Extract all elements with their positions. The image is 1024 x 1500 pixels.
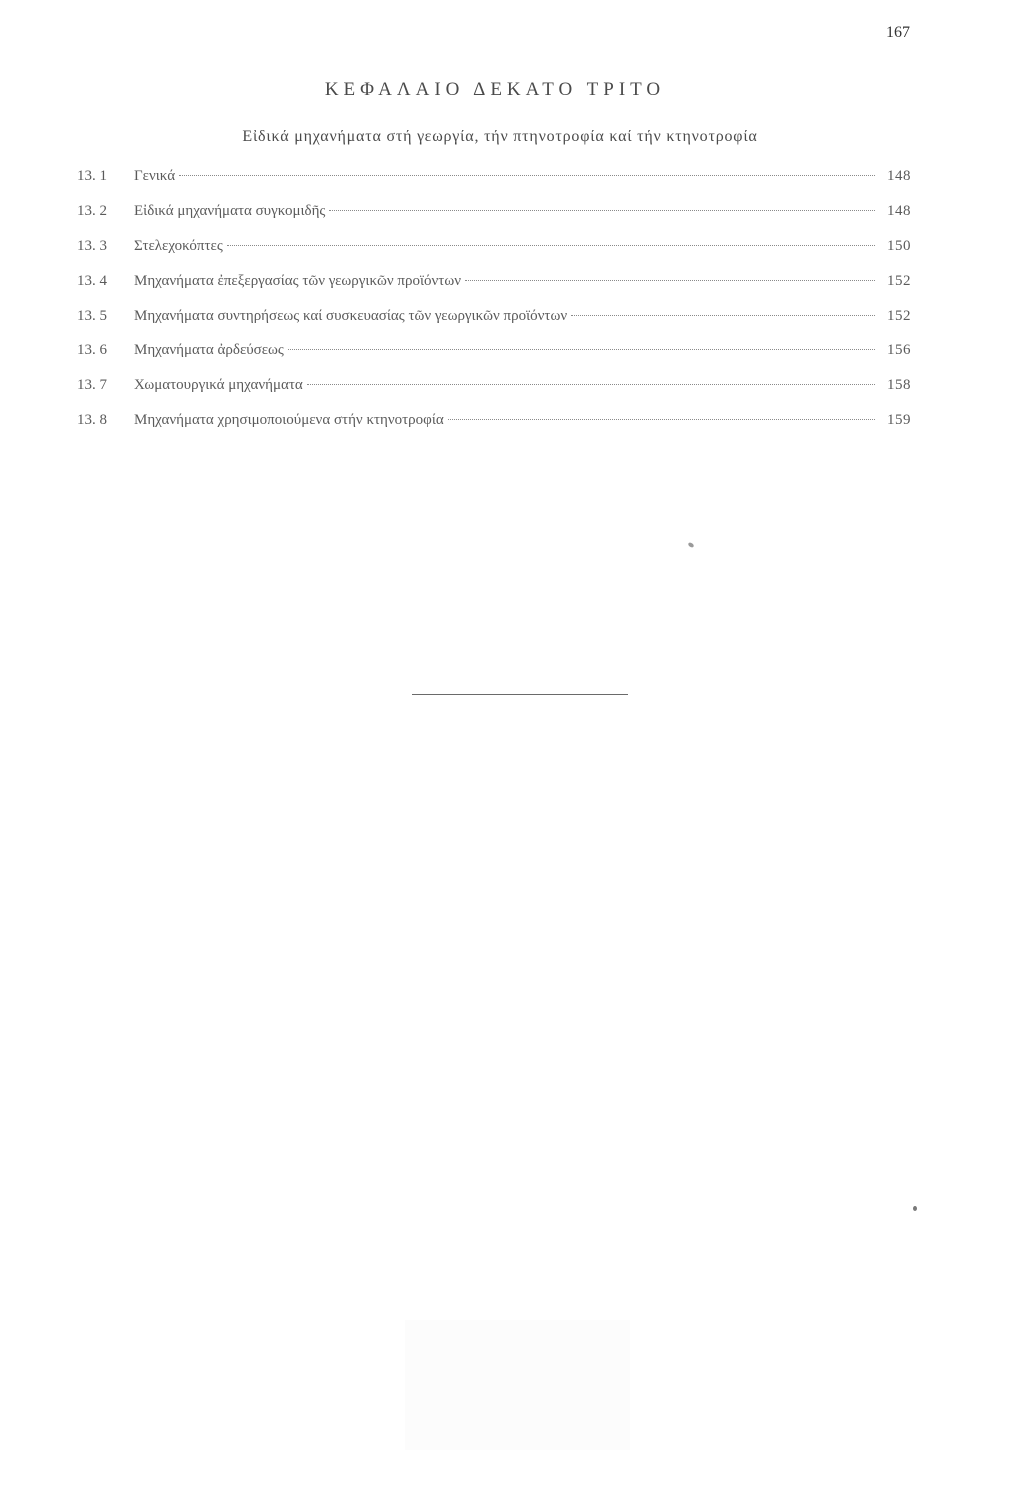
dot-leader	[288, 349, 875, 350]
toc-entry	[77, 377, 911, 412]
toc-entry-title: Γενικά	[134, 168, 176, 184]
chapter-title: ΚΕΦΑΛΑΙΟ ΔΕΚΑΤΟ ΤΡΙΤΟ	[324, 79, 666, 100]
toc-entry-number: 13. 5	[77, 307, 107, 324]
chapter-subtitle: Εἰδικά μηχανήματα στή γεωργία, τήν πτηνοτροφία καί τήν κτηνοτροφία	[242, 128, 758, 145]
dot-leader	[179, 175, 875, 176]
toc-entry-title: Στελεχοκόπτες	[134, 237, 223, 254]
toc-entry-title: Χωματουργικά μηχανήματα	[134, 377, 303, 394]
page-number: 167	[886, 24, 910, 41]
toc-entry-number: 13. 8	[77, 412, 107, 429]
toc-entry-title: Εἰδικά μηχανήματα συγκομιδῆς	[134, 202, 326, 219]
toc-entry-title: Μηχανήματα χρησιμοποιούμενα στήν κτηνοτροφία	[134, 412, 444, 429]
toc-entry-title: Μηχανήματα συντηρήσεως καί συσκευασίας τῶν γεωργικῶν προϊόντων	[134, 307, 568, 324]
toc-entry-page: 152	[887, 272, 911, 289]
toc-entry	[77, 412, 911, 447]
toc-entry	[77, 342, 911, 377]
dot-leader	[465, 280, 875, 281]
toc-entry	[77, 273, 911, 308]
toc-entry	[77, 168, 911, 203]
toc-entry-page: 158	[887, 377, 911, 394]
toc-entry-title: Μηχανήματα ἐπεξεργασίας τῶν γεωργικῶν προϊόντων	[134, 272, 461, 289]
dot-leader	[307, 384, 875, 385]
dot-leader	[448, 419, 875, 420]
table-of-contents	[77, 168, 911, 447]
dot-leader	[329, 210, 875, 211]
toc-entry-number: 13. 2	[77, 202, 107, 219]
toc-entry-number: 13. 7	[77, 377, 107, 394]
show-through-area	[405, 1320, 630, 1450]
toc-entry-page: 156	[887, 342, 911, 359]
toc-entry-number: 13. 3	[77, 237, 107, 254]
toc-entry	[77, 203, 911, 238]
toc-entry-number: 13. 1	[77, 168, 107, 184]
toc-entry-page: 148	[887, 168, 911, 184]
toc-entry-page: 148	[887, 202, 911, 219]
toc-entry	[77, 238, 911, 273]
ink-speck	[913, 1206, 917, 1211]
toc-entry	[77, 308, 911, 343]
ink-speck	[687, 542, 694, 549]
toc-entry-page: 150	[887, 237, 911, 254]
toc-entry-page: 152	[887, 307, 911, 324]
dot-leader	[571, 315, 875, 316]
toc-entry-number: 13. 4	[77, 272, 107, 289]
dot-leader	[227, 245, 875, 246]
toc-entry-title: Μηχανήματα ἀρδεύσεως	[134, 342, 284, 359]
toc-entry-page: 159	[887, 412, 911, 429]
horizontal-rule	[412, 694, 628, 695]
toc-entry-number: 13. 6	[77, 342, 107, 359]
